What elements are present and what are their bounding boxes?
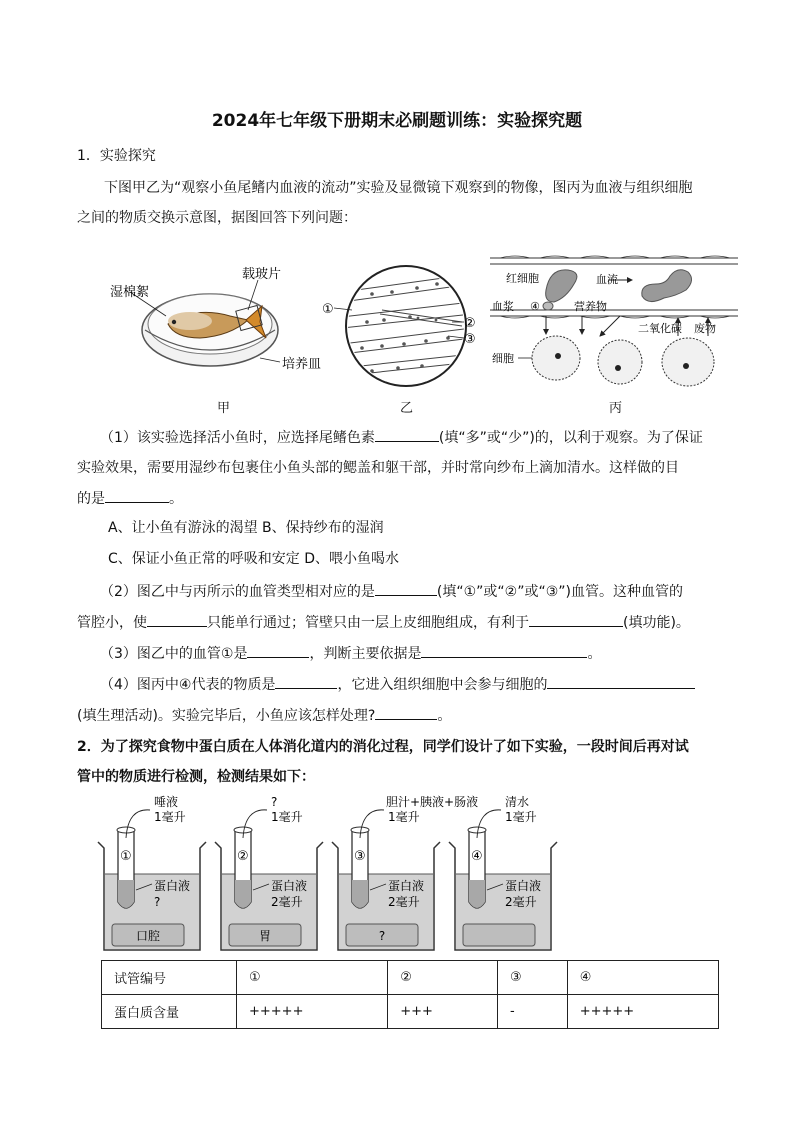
beaker-4 <box>447 790 607 955</box>
table-row <box>102 995 719 1029</box>
answer-blank[interactable] <box>247 643 309 658</box>
liquid-label: 蛋白液 <box>388 879 425 893</box>
label-flow: 血流 <box>596 273 618 286</box>
figure-jia-fish-dish <box>110 258 322 388</box>
environment-label: 胃 <box>258 929 272 943</box>
answer-blank[interactable] <box>547 674 695 689</box>
liquid-label: 蛋白液 <box>505 879 542 893</box>
reagent-amount: 1毫升 <box>505 810 537 824</box>
table-cell: ① <box>237 961 388 995</box>
q1-options-ab: A、让小鱼有游泳的渴望 B、保持纱布的湿润 <box>108 520 384 536</box>
answer-blank[interactable] <box>275 674 337 689</box>
mark-3: ③ <box>464 332 476 347</box>
reagent-amount: 1毫升 <box>388 810 420 824</box>
table-cell: ③ <box>497 961 567 995</box>
liquid-label: 蛋白液 <box>271 879 308 893</box>
q1-part1-line3: 的是 。 <box>77 488 183 509</box>
q1-part2-line2: 管腔小，使 只能单行通过；管壁只由一层上皮细胞组成，有利于 (填功能)。 <box>77 612 690 633</box>
label-cotton: 湿棉絮 <box>110 285 150 300</box>
environment-label: ? <box>378 929 386 943</box>
table-cell: +++++ <box>567 995 718 1029</box>
reagent-label: 胆汁+胰液+肠液 <box>386 795 479 809</box>
page-title: 2024年七年级下册期末必刷题训练：实验探究题 <box>211 111 583 131</box>
answer-blank[interactable] <box>375 427 439 442</box>
beaker-experiment <box>0 790 794 955</box>
mark-2: ② <box>464 316 476 331</box>
q2-stem-line1: 2．为了探究食物中蛋白质在人体消化道内的消化过程，同学们设计了如下实验，一段时间后再对试 <box>77 739 689 755</box>
environment-label: 口腔 <box>135 929 161 943</box>
q1-intro-line2: 之间的物质交换示意图，据图回答下列问题： <box>77 210 357 226</box>
table-cell: ② <box>388 961 498 995</box>
q1-part4-line1: （4）图丙中④代表的物质是 ，它进入组织细胞中会参与细胞的 <box>100 674 695 695</box>
q1-heading: 1．实验探究 <box>77 148 156 164</box>
label-plasma: 血浆 <box>492 300 514 313</box>
answer-blank[interactable] <box>529 612 623 627</box>
label-dish: 培养皿 <box>282 357 322 372</box>
q1-part4-line2: (填生理活动)。实验完毕后，小鱼应该怎样处理? 。 <box>77 705 451 726</box>
liquid-amount: 2毫升 <box>271 895 303 909</box>
liquid-amount: 2毫升 <box>388 895 420 909</box>
tube-number: ③ <box>354 849 366 864</box>
answer-blank[interactable] <box>375 581 437 596</box>
reagent-label: 清水 <box>505 795 530 809</box>
label-nutrient: 营养物 <box>574 300 607 313</box>
liquid-amount: ? <box>154 895 161 909</box>
label-slide: 载玻片 <box>242 267 282 282</box>
answer-blank[interactable] <box>421 643 587 658</box>
label-waste: 废物 <box>694 322 716 335</box>
answer-blank[interactable] <box>147 612 207 627</box>
q1-part1-line1: （1）该实验选择活小鱼时，应选择尾鳍色素 (填“多”或“少”)的，以利于观察。为了保证 <box>100 427 703 448</box>
table-cell: +++++ <box>237 995 388 1029</box>
tube-number: ④ <box>471 849 483 864</box>
label-cell: 细胞 <box>492 352 514 365</box>
q1-options-cd: C、保证小鱼正常的呼吸和安定 D、喂小鱼喝水 <box>108 551 400 567</box>
table-cell: 试管编号 <box>102 961 237 995</box>
table-row <box>102 961 719 995</box>
tube-number: ② <box>237 849 249 864</box>
mark-1: ① <box>322 302 334 317</box>
reagent-amount: 1毫升 <box>154 810 186 824</box>
q2-stem-line2: 管中的物质进行检测，检测结果如下： <box>77 769 315 785</box>
figure-bing-exchange <box>490 250 738 390</box>
label-co2: 二氧化碳 <box>638 322 682 335</box>
reagent-label: ? <box>271 795 278 809</box>
caption-yi: 乙 <box>400 401 414 416</box>
mark-4: ④ <box>530 300 540 313</box>
reagent-label: 唾液 <box>154 795 179 809</box>
caption-jia: 甲 <box>217 401 231 416</box>
caption-bing: 丙 <box>609 401 623 416</box>
tube-number: ① <box>120 849 132 864</box>
reagent-amount: 1毫升 <box>271 810 303 824</box>
q1-part1-line2: 实验效果，需要用湿纱布包裹住小鱼头部的鳃盖和躯干部，并时常向纱布上滴加清水。这样做的目 <box>77 460 679 476</box>
q1-part2-line1: （2）图乙中与丙所示的血管类型相对应的是 (填“①”或“②”或“③”)血管。这种血管的 <box>100 581 683 602</box>
result-table <box>101 960 719 1029</box>
table-cell: - <box>497 995 567 1029</box>
table-cell: 蛋白质含量 <box>102 995 237 1029</box>
label-rbc: 红细胞 <box>506 272 539 285</box>
q1-intro-line1: 下图甲乙为“观察小鱼尾鳍内血液的流动”实验及显微镜下观察到的物像，图丙为血液与组织细胞 <box>104 180 693 196</box>
table-cell: +++ <box>388 995 498 1029</box>
answer-blank[interactable] <box>105 488 169 503</box>
table-cell: ④ <box>567 961 718 995</box>
liquid-label: 蛋白液 <box>154 879 191 893</box>
answer-blank[interactable] <box>375 705 437 720</box>
q1-part3: （3）图乙中的血管①是 ，判断主要依据是 。 <box>100 643 601 664</box>
liquid-amount: 2毫升 <box>505 895 537 909</box>
figure-yi-microscope-view <box>322 262 482 392</box>
